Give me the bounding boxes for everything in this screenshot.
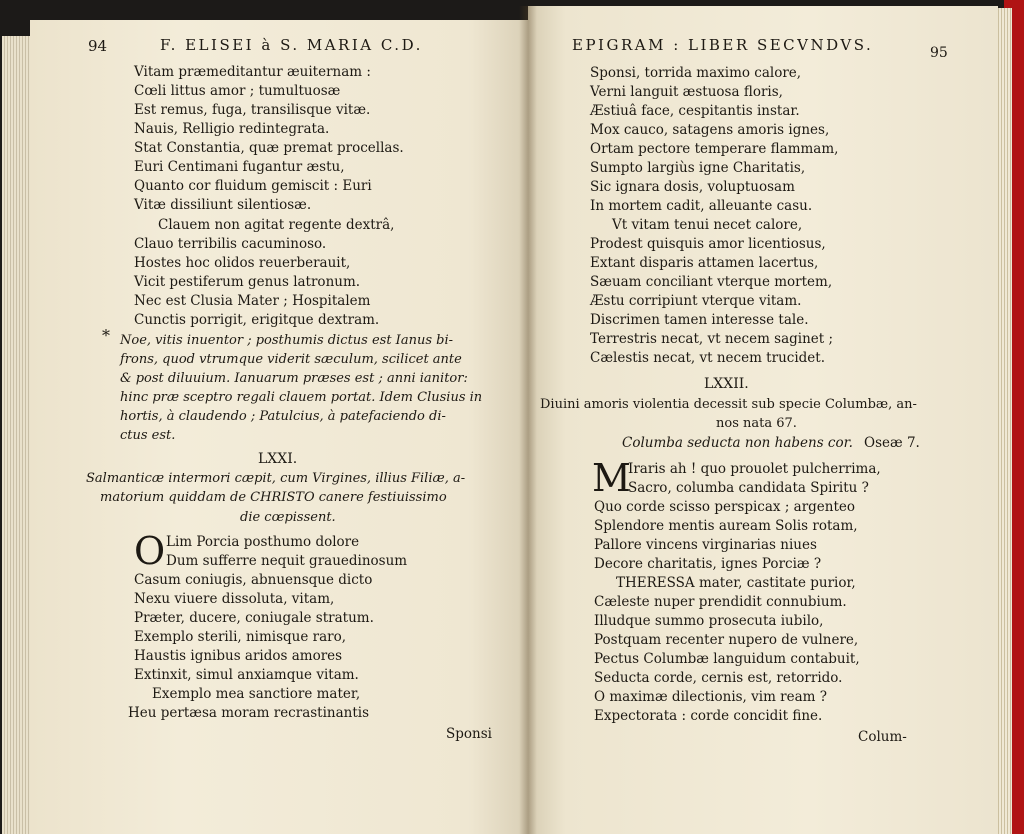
right-verse-line: Discrimen tamen interesse tale. — [590, 312, 809, 328]
drop-cap-o: O — [134, 529, 166, 573]
right-poem-line: Pallore vincens virginarias niues — [594, 537, 817, 553]
right-poem-line: Splendore mentis auream Solis rotam, — [594, 518, 858, 534]
right-poem-line: Quo corde scisso perspicax ; argenteo — [594, 499, 856, 515]
right-verse-line: Extant disparis attamen lacertus, — [590, 255, 819, 271]
right-poem-line: Sacro, columba candidata Spiritu ? — [628, 480, 869, 496]
section-title-line: Diuini amoris violentia decessit sub specie Columbæ, an- — [540, 397, 917, 412]
right-page-number: 95 — [930, 45, 948, 61]
left-verse-line: Nec est Clusia Mater ; Hospitalem — [134, 293, 371, 309]
left-verse-line: Cœli littus amor ; tumultuosæ — [134, 83, 341, 99]
left-poem-line: Lim Porcia posthumo dolore — [166, 534, 360, 550]
right-poem-line: Iraris ah ! quo prouolet pulcherrima, — [628, 461, 881, 477]
note-line: ctus est. — [120, 428, 176, 443]
left-poem-line: Dum sufferre nequit grauedinosum — [166, 553, 408, 569]
motto-reference: Oseæ 7. — [864, 435, 920, 451]
right-verse-line: Ortam pectore temperare flammam, — [590, 141, 839, 157]
note-line: frons, quod vtrumque viderit sæculum, scilicet ante — [120, 352, 462, 367]
right-verse-line: Sponsi, torrida maximo calore, — [590, 65, 802, 81]
right-verse-line: Cælestis necat, vt necem trucidet. — [590, 350, 825, 366]
right-page — [528, 6, 998, 834]
right-running-head: EPIGRAM : LIBER SECVNDVS. — [572, 36, 874, 54]
left-verse-line: Vitæ dissiliunt silentiosæ. — [134, 197, 312, 213]
section-title-line: Salmanticæ intermori cæpit, cum Virgines, illius Filiæ, a- — [86, 471, 466, 486]
note-line: hortis, à claudendo ; Patulcius, à patefaciendo di- — [120, 409, 446, 424]
right-verse-line: Æstiuâ face, cespitantis instar. — [590, 103, 800, 119]
section-number-lxxi: LXXI. — [258, 451, 298, 467]
right-page-edges — [996, 8, 1012, 834]
left-poem-line: Haustis ignibus aridos amores — [134, 648, 343, 664]
left-poem-line: Heu pertæsa moram recrastinantis — [128, 705, 370, 721]
left-verse-line: Cunctis porrigit, erigitque dextram. — [134, 312, 380, 328]
left-verse-line: Est remus, fuga, transilisque vitæ. — [134, 102, 371, 118]
motto: Columba seducta non habens cor. — [622, 435, 853, 451]
right-poem-line: Illudque summo prosecuta iubilo, — [594, 613, 824, 629]
right-poem-line: Expectorata : corde concidit fine. — [594, 708, 823, 724]
left-verse-line: Vicit pestiferum genus latronum. — [134, 274, 361, 290]
note-line: Noe, vitis inuentor ; posthumis dictus est Ianus bi- — [120, 333, 453, 348]
left-page — [30, 20, 528, 834]
right-poem-line: Seducta corde, cernis est, retorrido. — [594, 670, 843, 686]
section-title-line: nos nata 67. — [716, 416, 797, 431]
left-verse-line: Clauem non agitat regente dextrâ, — [158, 217, 395, 233]
left-verse-line: Hostes hoc olidos reuerberauit, — [134, 255, 351, 271]
left-page-number: 94 — [88, 37, 108, 55]
left-verse-line: Euri Centimani fugantur æstu, — [134, 159, 345, 175]
left-poem-line: Casum coniugis, abnuensque dicto — [134, 572, 373, 588]
right-poem-line: Postquam recenter nupero de vulnere, — [594, 632, 859, 648]
right-verse-line: Sumpto largiùs igne Charitatis, — [590, 160, 806, 176]
right-poem-line: O maximæ dilectionis, vim ream ? — [594, 689, 828, 705]
left-poem-line: Exemplo sterili, nimisque raro, — [134, 629, 347, 645]
section-number-lxxii: LXXII. — [704, 376, 749, 392]
left-verse-line: Stat Constantia, quæ premat procellas. — [134, 140, 404, 156]
section-title-line: die cœpissent. — [240, 510, 336, 525]
right-poem-line: Decore charitatis, ignes Porciæ ? — [594, 556, 822, 572]
left-poem-line: Præter, ducere, coniugale stratum. — [134, 610, 374, 626]
right-verse-line: Mox cauco, satagens amoris ignes, — [590, 122, 830, 138]
left-poem-line: Extinxit, simul anxiamque vitam. — [134, 667, 359, 683]
left-catchword: Sponsi — [446, 726, 492, 742]
left-running-head: F. ELISEI à S. MARIA C.D. — [160, 36, 423, 54]
right-verse-line: Vt vitam tenui necet calore, — [612, 217, 803, 233]
right-verse-line: Sæuam conciliant vterque mortem, — [590, 274, 833, 290]
right-poem-line: THERESSA mater, castitate purior, — [616, 575, 856, 591]
left-verse-line: Nauis, Relligio redintegrata. — [134, 121, 330, 137]
left-verse-line: Clauo terribilis cacuminoso. — [134, 236, 327, 252]
left-verse-line: Quanto cor fluidum gemiscit : Euri — [134, 178, 372, 194]
left-poem-line: Exemplo mea sanctiore mater, — [152, 686, 361, 702]
right-verse-line: Æstu corripiunt vterque vitam. — [590, 293, 802, 309]
note-marker: * — [102, 326, 110, 345]
section-title-line: matorium quiddam de CHRISTO canere festiuissimo — [100, 490, 447, 505]
left-poem-line: Nexu viuere dissoluta, vitam, — [134, 591, 335, 607]
right-catchword: Colum- — [858, 729, 907, 745]
left-verse-line: Vitam præmeditantur æuiternam : — [134, 64, 371, 80]
right-verse-line: In mortem cadit, alleuante casu. — [590, 198, 813, 214]
book-gutter — [519, 6, 537, 834]
right-poem-line: Cæleste nuper prendidit connubium. — [594, 594, 847, 610]
note-line: & post diluuium. Ianuarum præses est ; anni ianitor: — [120, 371, 468, 386]
right-verse-line: Terrestris necat, vt necem saginet ; — [590, 331, 834, 347]
right-verse-line: Verni languit æstuosa floris, — [590, 84, 783, 100]
note-line: hinc præ sceptro regali clauem portat. Idem Clusius in — [120, 390, 483, 405]
drop-cap-m: M — [592, 456, 631, 500]
right-verse-line: Prodest quisquis amor licentiosus, — [590, 236, 826, 252]
right-verse-line: Sic ignara dosis, voluptuosam — [590, 179, 795, 195]
right-poem-line: Pectus Columbæ languidum contabuit, — [594, 651, 860, 667]
